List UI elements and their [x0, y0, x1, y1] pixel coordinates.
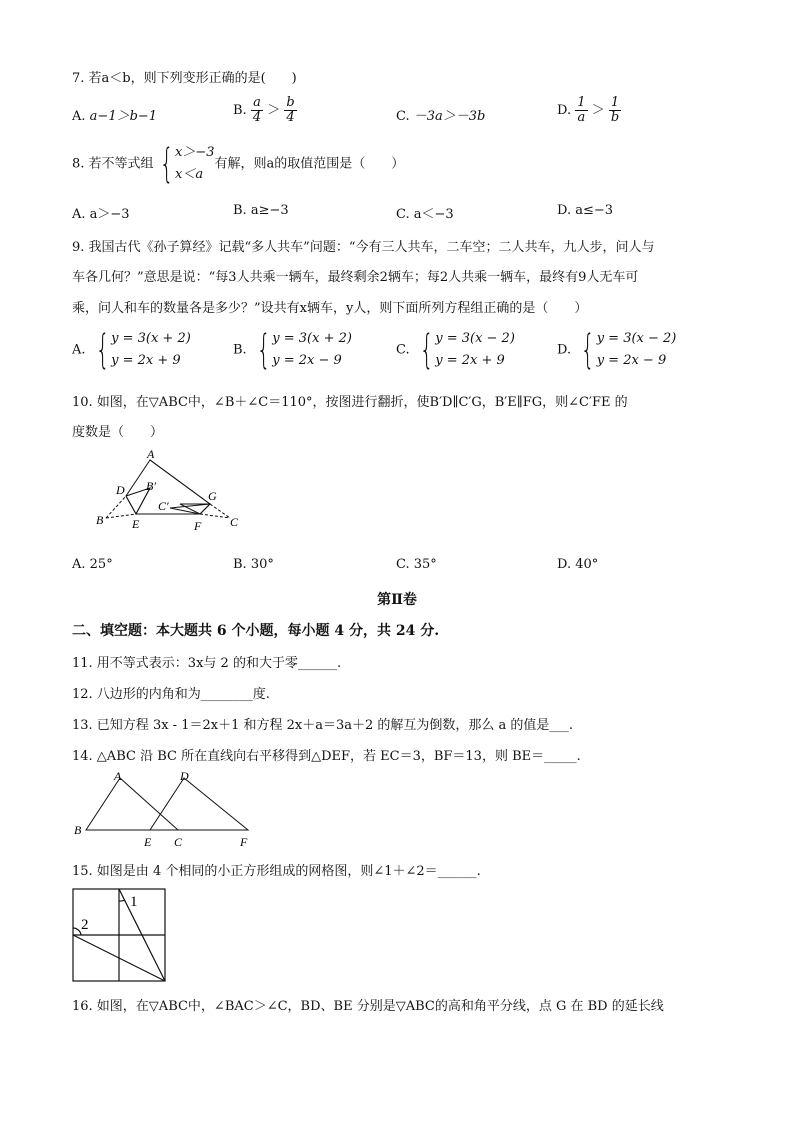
section2-title: 二、填空题：本大题共 6 个小题，每小题 4 分，共 24 分. — [72, 623, 440, 639]
q7-option-c-label: C. — [396, 109, 410, 124]
q10-label-b-prime: B′ — [146, 479, 156, 493]
q8-stem-prefix: 8. 若不等式组 — [72, 156, 154, 172]
q9-option-d-label: D. — [557, 342, 572, 358]
q9-option-a-label: A. — [72, 342, 86, 358]
q9-line3: 乘，问人和车的数量各是多少？”设共有x辆车，y人，则下面所列方程组正确的是（ ） — [72, 301, 588, 316]
q7-option-d-frac2: $\frac{1}{b}$ — [610, 95, 620, 125]
q10-label-d: D — [116, 483, 125, 497]
q10-line2: 度数是（ ） — [72, 425, 164, 440]
q8-option-c: C. a＜−3 — [396, 207, 454, 222]
q10-label-e: E — [132, 517, 140, 531]
q10-option-a: A. 25° — [72, 557, 113, 572]
q10-option-c: C. 35° — [396, 557, 437, 572]
q13: 13. 已知方程 3x - 1＝2x＋1 和方程 2x＋a＝3a＋2 的解互为倒数，那么 a 的值是___. — [72, 718, 574, 733]
q10-label-g: G — [208, 489, 217, 503]
q7-option-d-frac1: $\frac{1}{a}$ — [577, 95, 586, 125]
q16: 16. 如图，在▽ABC中，∠BAC＞∠C，BD、BE 分别是▽ABC的高和角平分线，点 G 在 BD 的延长线 — [72, 999, 664, 1014]
q7-option-c — [396, 105, 485, 124]
q7-option-a-text: a−1＞b−1 — [89, 109, 158, 124]
q12: 12. 八边形的内角和为________度. — [72, 687, 270, 702]
q7-option-b-label: B. — [233, 103, 247, 118]
q7-option-b-frac2: $\frac{b}{4}$ — [286, 95, 295, 125]
q7-option-b-frac1: $\frac{a}{4}$ — [252, 95, 262, 125]
q14-label-c: C — [174, 835, 183, 849]
q14-label-e: E — [144, 835, 152, 849]
q9-option-c-label: C. — [396, 342, 410, 358]
q10-label-a: A — [147, 448, 155, 461]
q10-option-d: D. 40° — [557, 557, 599, 572]
q15-angle2-arc — [73, 928, 81, 935]
q7-option-b — [233, 96, 297, 125]
q7-option-d-op: ＞ — [591, 103, 605, 118]
q7-option-b-op: ＞ — [267, 103, 281, 118]
q15-label-1: 1 — [130, 894, 138, 910]
q9-option-a: A. { y = 3(x + 2) y = 2x + 9 — [72, 327, 191, 373]
q14-figure — [70, 768, 260, 852]
q9-line2: 车各几何？”意思是说：“每3人共乘一辆车，最终剩余2辆车；每2人共乘一辆车，最终有9人无车可 — [72, 270, 639, 285]
q7-option-c-text: －3a＞－3b — [413, 109, 486, 124]
q10-line1: 10. 如图，在▽ABC中，∠B＋∠C＝110°，按图进行翻折，使B′D∥C′G，B′E∥FG，则∠C′FE 的 — [72, 395, 628, 410]
q10-label-c: C — [230, 515, 239, 529]
q7-stem: 7. 若a＜b，则下列变形正确的是( ) — [72, 71, 297, 86]
q10-label-f: F — [194, 519, 202, 533]
q8-option-a: A. a＞−3 — [72, 207, 130, 222]
q15-text: 15. 如图是由 4 个相同的小正方形组成的网格图，则∠1＋∠2＝______. — [72, 864, 481, 879]
part2-title: 第Ⅱ卷 — [377, 592, 417, 608]
q8-stem — [72, 142, 404, 186]
q7-option-a — [72, 105, 157, 124]
q14-label-b: B — [74, 823, 82, 837]
q15-label-2: 2 — [81, 917, 89, 933]
q9-option-c: C. { y = 3(x − 2) y = 2x + 9 — [396, 327, 515, 373]
q9-option-d: D. { y = 3(x − 2) y = 2x − 9 — [557, 327, 677, 373]
q10-option-b: B. 30° — [233, 557, 274, 572]
q7-option-d-label: D. — [557, 103, 572, 118]
q14-label-f: F — [240, 835, 248, 849]
q8-inequality-system: { x＞−3 x＜a — [159, 141, 215, 187]
q14-text: 14. △ABC 沿 BC 所在直线向右平移得到△DEF，若 EC＝3，BF＝13，则 BE＝_____. — [72, 749, 581, 764]
q9-option-b-label: B. — [233, 342, 247, 358]
q11: 11. 用不等式表示：3x与 2 的和大于零______. — [72, 656, 342, 671]
q10-label-c-prime: C′ — [158, 499, 169, 513]
q14-triangle-def — [150, 778, 248, 830]
q8-stem-suffix: 有解，则a的取值范围是（ ） — [214, 156, 405, 172]
q9-option-b: B. { y = 3(x + 2) y = 2x − 9 — [233, 327, 352, 373]
q14-label-d: D — [180, 769, 189, 783]
q14-triangle-abc — [86, 778, 178, 830]
q8-option-d: D. a≤−3 — [557, 203, 614, 218]
q7-option-d — [557, 96, 621, 125]
q9-line1: 9. 我国古代《孙子算经》记载“多人共车”问题：“今有三人共车，二车空；二人共车，九人步，问人与 — [72, 240, 655, 255]
q10-label-b: B — [96, 513, 104, 527]
q15-angle1-arc — [119, 900, 125, 901]
q15-grid-figure — [70, 886, 170, 984]
q10-figure — [92, 448, 252, 536]
q7-option-a-label: A. — [72, 109, 86, 124]
q8-option-b: B. a≥−3 — [233, 203, 289, 218]
q14-label-a: A — [114, 769, 122, 783]
